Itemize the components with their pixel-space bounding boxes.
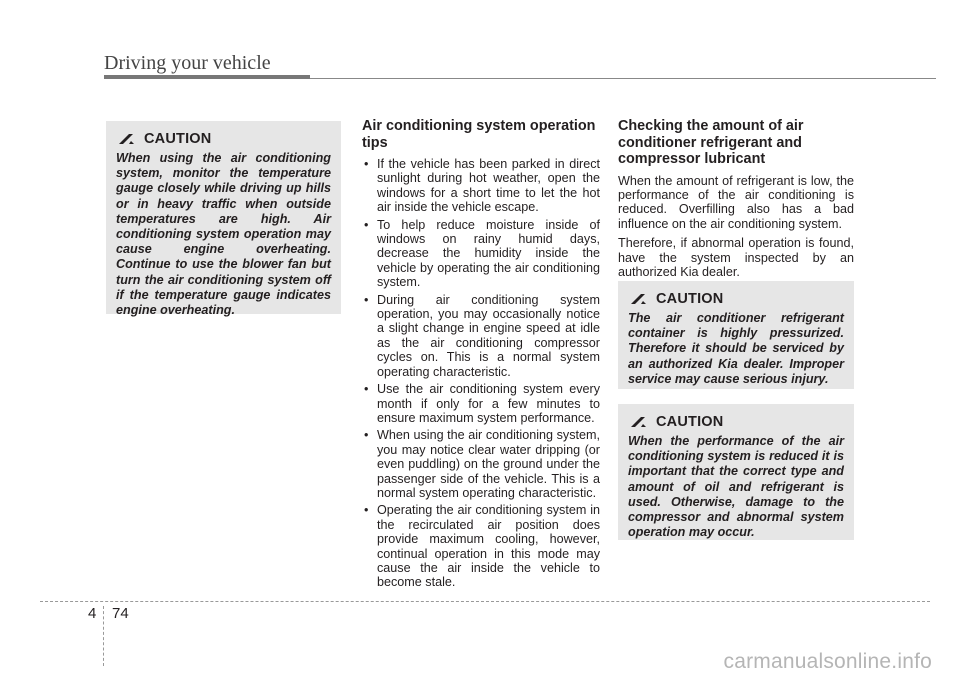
header-rule-thin bbox=[310, 78, 936, 79]
bullet-icon: • bbox=[364, 157, 369, 171]
footer-divider bbox=[40, 601, 930, 602]
caution-header bbox=[116, 129, 331, 149]
list-item bbox=[362, 157, 600, 215]
bullet-icon: • bbox=[364, 217, 369, 232]
ac-tips-section bbox=[362, 118, 600, 593]
caution-pen-icon bbox=[118, 133, 136, 145]
caution-title: CAUTION bbox=[144, 131, 212, 147]
caution-pen-icon bbox=[630, 416, 648, 428]
list-item-text: Use the air conditioning system every month if only for a few minutes to ensure maximum system performance. bbox=[377, 382, 600, 425]
bullet-icon: • bbox=[364, 292, 369, 307]
caution-text: The air conditioner refrigerant container is highly pressurized. Therefore it should be serviced by an authorized Kia dealer. Improper service may cause serious injury. bbox=[628, 311, 844, 386]
tips-list bbox=[362, 157, 600, 590]
caution-box-oil-refrigerant bbox=[618, 404, 854, 540]
list-item-text: To help reduce moisture inside of windows on rainy humid days, decrease the humidity inside the vehicle by operating the air conditioning system. bbox=[377, 217, 600, 290]
bullet-icon: • bbox=[364, 382, 369, 397]
page-number: 74 bbox=[112, 605, 129, 622]
header-rule-thick bbox=[104, 75, 310, 79]
caution-text: When using the air conditioning system, monitor the temperature gauge closely while driving up hills or in heavy traffic when outside temperatures are high. Air conditioning system operation may cause engine overheating. Continue to use the blower fan but turn the air conditioning system off if the temperature gauge indicates engine overheating. bbox=[116, 151, 331, 318]
paragraph: When the amount of refrigerant is low, the performance of the air conditioning is reduced. Overfilling also has a bad influence on the air conditioning system. bbox=[618, 173, 854, 231]
caution-title: CAUTION bbox=[656, 414, 724, 430]
list-item-text: During air conditioning system operation, you may occasionally notice a slight change in engine speed at idle as the air conditioning compressor cycles on. This is a normal system operating characteristic. bbox=[377, 292, 600, 379]
list-item bbox=[362, 382, 600, 425]
refrigerant-check-section bbox=[618, 118, 854, 284]
list-item bbox=[362, 503, 600, 589]
list-item-text: When using the air conditioning system, you may notice clear water dripping (or even puddling) on the ground under the passenger side of the vehicle. This is a normal system operating characteristic. bbox=[377, 428, 600, 500]
list-item bbox=[362, 218, 600, 290]
caution-text: When the performance of the air conditioning system is reduced it is important that the correct type and amount of oil and refrigerant is used. Otherwise, damage to the compressor and abnormal system operation may occur. bbox=[628, 434, 844, 540]
chapter-number: 4 bbox=[88, 605, 97, 622]
section-heading: Air conditioning system operation tips bbox=[362, 118, 596, 151]
caution-header bbox=[628, 289, 844, 309]
caution-title: CAUTION bbox=[656, 291, 724, 307]
caution-header bbox=[628, 412, 844, 432]
list-item-text: If the vehicle has been parked in direct sunlight during hot weather, open the windows for a short time to let the hot air inside the vehicle escape. bbox=[377, 157, 600, 215]
page-header-title: Driving your vehicle bbox=[104, 52, 271, 74]
bullet-icon: • bbox=[364, 428, 369, 443]
list-item bbox=[362, 293, 600, 379]
caution-pen-icon bbox=[630, 293, 648, 305]
caution-box-overheating bbox=[106, 121, 341, 318]
caution-box-refrigerant-pressure bbox=[618, 281, 854, 389]
list-item-text: Operating the air conditioning system in the recirculated air position does provide maximum cooling, however, continual operation in this mode may cause the air inside the vehicle to become stale. bbox=[377, 503, 600, 590]
paragraph: Therefore, if abnormal operation is found, have the system inspected by an authorized Kia dealer. bbox=[618, 236, 854, 279]
footer-vertical-rule bbox=[103, 606, 104, 666]
bullet-icon: • bbox=[364, 503, 369, 518]
list-item bbox=[362, 428, 600, 500]
section-heading: Checking the amount of air conditioner refrigerant and compressor lubricant bbox=[618, 118, 804, 167]
watermark: carmanualsonline.info bbox=[723, 650, 932, 673]
